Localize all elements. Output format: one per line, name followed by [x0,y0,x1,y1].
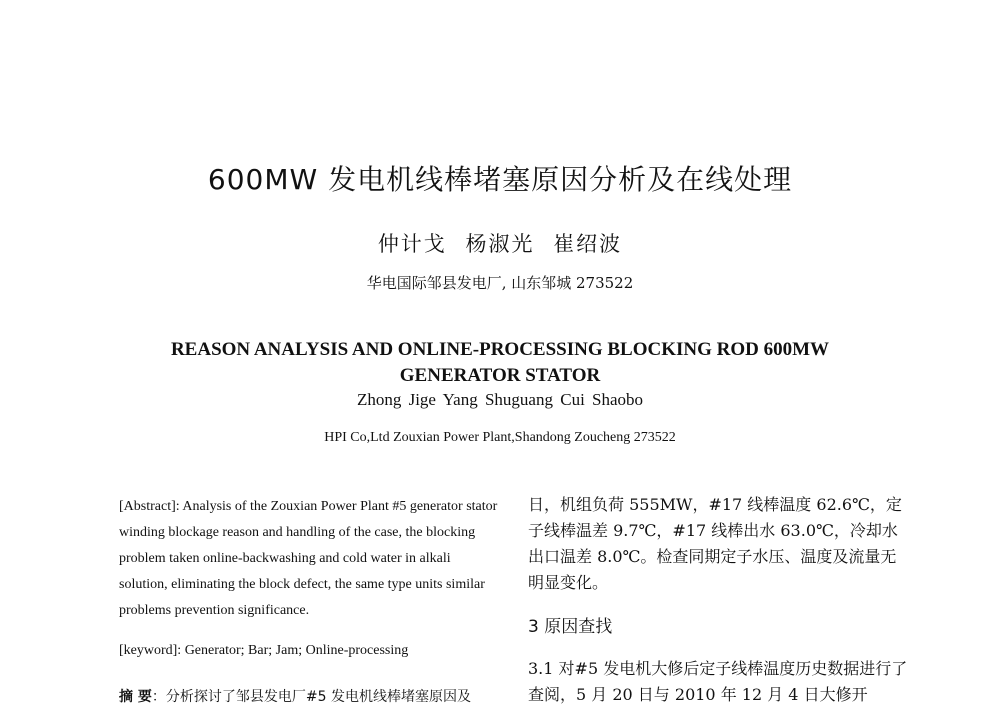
paper-title-en: REASON ANALYSIS AND ONLINE-PROCESSING BLOCKING ROD 600MW GENERATOR STATOR [170,339,830,386]
affiliation-en: HPI Co,Ltd Zouxian Power Plant,Shandong Zoucheng 273522 [324,430,676,445]
right-column [528,492,908,708]
abstract-en: [Abstract]: Analysis of the Zouxian Power Plant #5 generator stator winding blockage reason and handling of the case, the blocking problem taken online-backwashing and cold water in alkali solution, eliminating the block defect, the same type units similar problems prevention significance. [119,499,498,618]
author-name-en: Yang Shuguang [442,390,553,409]
author-name-cn: 崔绍波 [553,232,623,256]
author-name-en: Cui Shaobo [560,390,644,409]
abstract-cn [119,684,501,710]
abstract-cn-label: 摘 要 [119,689,152,705]
author-name-cn: 仲计戈 [377,232,447,256]
body-paragraph: 日，机组负荷 555MW，#17 线棒温度 62.6℃，定子线棒温差 9.7℃，#17 线棒出水 63.0℃，冷却水出口温差 8.0℃。检查同期定子水压、温度及流量无明显变化。 [528,495,902,592]
section-heading: 3 原因查找 [528,617,613,637]
author-name-cn: 杨淑光 [465,232,535,256]
author-list-en [0,390,1000,410]
body-paragraph: 3.1 对#5 发电机大修后定子线棒温度历史数据进行了查阅，5 月 20 日与 2010 年 12 月 4 日大修开 [528,659,908,704]
affiliation-cn: 华电国际邹县发电厂, 山东邹城 273522 [366,274,634,292]
abstract-cn-text: ：分析探讨了邹县发电厂#5 发电机线棒堵塞原因及 [151,689,471,705]
author-name-en: Zhong Jige [356,390,436,409]
paper-title-cn: 600MW 发电机线棒堵塞原因分析及在线处理 [207,163,793,196]
keywords-en: [keyword]: Generator; Bar; Jam; Online-processing [119,643,409,658]
left-column [119,494,501,710]
author-list-cn [0,228,1000,258]
